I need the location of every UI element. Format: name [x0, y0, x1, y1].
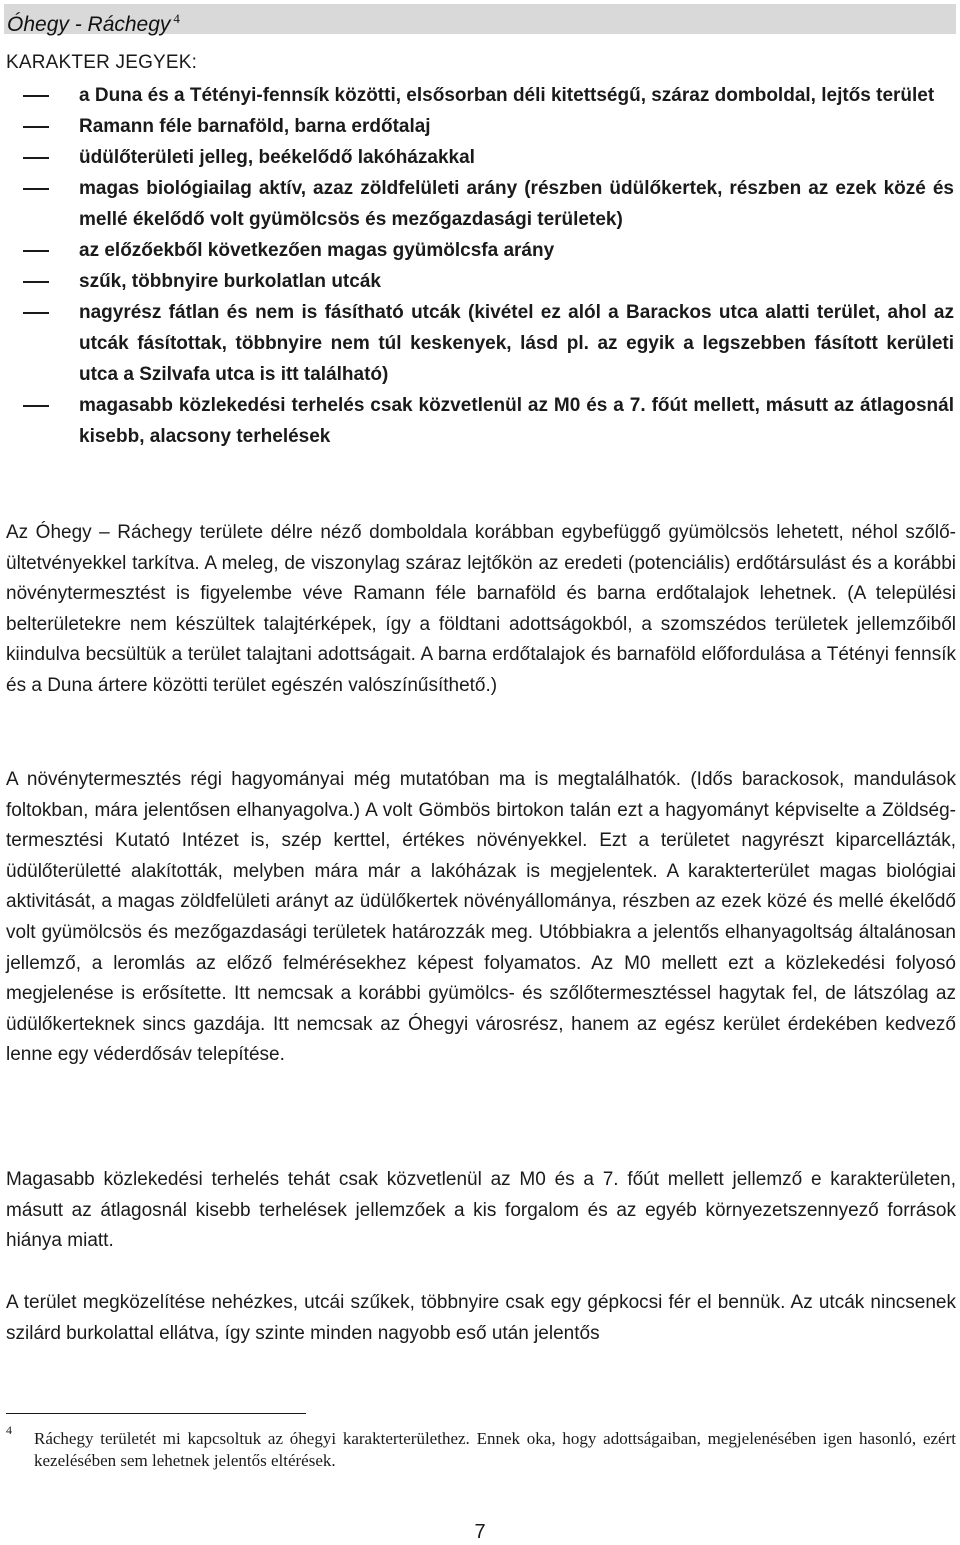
trait-text: üdülőterületi jelleg, beékelődő lakóházakkal: [79, 147, 475, 168]
body-paragraph: Magasabb közlekedési terhelés tehát csak közvetlenül az M0 és a 7. főút mellett jellemző e karakterületen, másutt az átlagosnál kisebb terhelések jellemzőek a kis forgalom és az egyéb környezetszennyező források hiánya miatt.: [6, 1169, 956, 1252]
dash-bullet-icon: [23, 126, 49, 128]
section-title-text: Óhegy - Ráchegy: [7, 13, 171, 36]
footnote-number: 4: [6, 1423, 12, 1437]
trait-item: [0, 173, 960, 235]
dash-bullet-icon: [23, 250, 49, 252]
trait-text: a Duna és a Tétényi-fennsík közötti, elsősorban déli kitettségű, száraz domboldal, lejtős terület: [79, 85, 935, 106]
trait-item: [0, 297, 960, 390]
body-paragraph: Az Óhegy – Ráchegy területe délre néző domboldala korábban egybefüggő gyümölcsös lehetett, néhol szőlő-ültetvényekkel tarkítva. A meleg, de viszonylag száraz lejtőkön az eredeti (potenciális) erdőtársulást és a korábbi növénytermesztést is figyelembe véve Ramann féle barnaföld és barna erdőtalajok lehetnek. (A települési belterületekre nem készültek talajtérképek, így a földtani adottságokból, a szomszédos területek jellemzőiből kiindulva becsültük a terület talajtani adottságait. A barna erdőtalajok és barnaföld előfordulása a Tétényi fennsík és a Duna ártere közötti terület egészén valószínűsíthető.): [6, 522, 956, 696]
trait-text: nagyrész fátlan és nem is fásítható utcák (kivétel ez alól a Barackos utca alatti terület, ahol az utcák fásítottak, többnyire nem túl keskenyek, lásd pl. az egyik a legszebben fásított kerületi utca a Szilvafa utca is itt található): [79, 302, 954, 385]
page-number: 7: [474, 1521, 486, 1543]
footnote-text: Ráchegy területét mi kapcsoltuk az óhegyi karakterterülethez. Ennek oka, hogy adottságaiban, megjelenésében igen hasonló, ezért kezelésében sem lehetnek jelentős eltérések.: [34, 1429, 956, 1470]
trait-text: az előzőekből következően magas gyümölcsfa arány: [79, 240, 555, 261]
trait-item: [0, 142, 960, 173]
body-paragraph: A terület megközelítése nehézkes, utcái szűkek, többnyire csak egy gépkocsi fér el bennük. Az utcák nincsenek szilárd burkolattal ellátva, így szinte minden nagyobb eső után jelentős: [6, 1292, 956, 1344]
trait-item: [0, 390, 960, 452]
footnote-separator: [6, 1413, 306, 1414]
trait-item: [0, 111, 960, 142]
trait-text: magas biológiailag aktív, azaz zöldfelületi arány (részben üdülőkertek, részben az ezek közé és mellé ékelődő volt gyümölcsös és mezőgazdasági területek): [79, 178, 954, 230]
trait-text: szűk, többnyire burkolatlan utcák: [79, 271, 381, 292]
character-traits-heading: KARAKTER JEGYEK:: [6, 52, 198, 73]
dash-bullet-icon: [23, 281, 49, 283]
body-paragraph: A növénytermesztés régi hagyományai még mutatóban ma is megtalálhatók. (Idős barackosok, mandulások foltokban, mára jelentősen elhanyagolva.) A volt Gömbös birtokon talán ezt a hagyományt képviselte a Zöldség-termesztési Kutató Intézet is, szép kerttel, értékes növényekkel. Ezt a területet nagyrészt kiparcellázták, üdülőterületté alakították, melyben mára már a lakóházak is megjelentek. A karakterterület magas biológiai aktivitását, a magas zöldfelületi arányt az üdülőkertek növényállománya, részben az ezek közé és mellé ékelődő volt gyümölcsös és mezőgazdasági területek határozzák meg. Utóbbiakra a jelentős elhanyagoltság általánosan jellemző, a leromlás az előző felmérésekhez képest folyamatos. Az M0 mellett ezt a közlekedési folyosó megjelenése is erősítette. Itt nemcsak a korábbi gyümölcs- és szőlőtermesztéssel hagytak fel, de látszólag az üdülőkerteknek sincs gazdája. Itt nemcsak az Óhegyi városrész, hanem az egész kerület érdekében kedvező lenne egy véderdősáv telepítése.: [6, 769, 956, 1066]
dash-bullet-icon: [23, 312, 49, 314]
character-traits-list: [0, 80, 960, 452]
trait-text: Ramann féle barnaföld, barna erdőtalaj: [79, 116, 431, 137]
section-title: [7, 6, 180, 38]
dash-bullet-icon: [23, 405, 49, 407]
dash-bullet-icon: [23, 188, 49, 190]
trait-item: [0, 80, 960, 111]
trait-item: [0, 235, 960, 266]
trait-item: [0, 266, 960, 297]
dash-bullet-icon: [23, 95, 49, 97]
trait-text: magasabb közlekedési terhelés csak közvetlenül az M0 és a 7. főút mellett, másutt az átlagosnál kisebb, alacsony terhelések: [79, 395, 954, 447]
footnote-reference[interactable]: 4: [173, 11, 180, 26]
dash-bullet-icon: [23, 157, 49, 159]
section-title-bar: [4, 4, 956, 34]
